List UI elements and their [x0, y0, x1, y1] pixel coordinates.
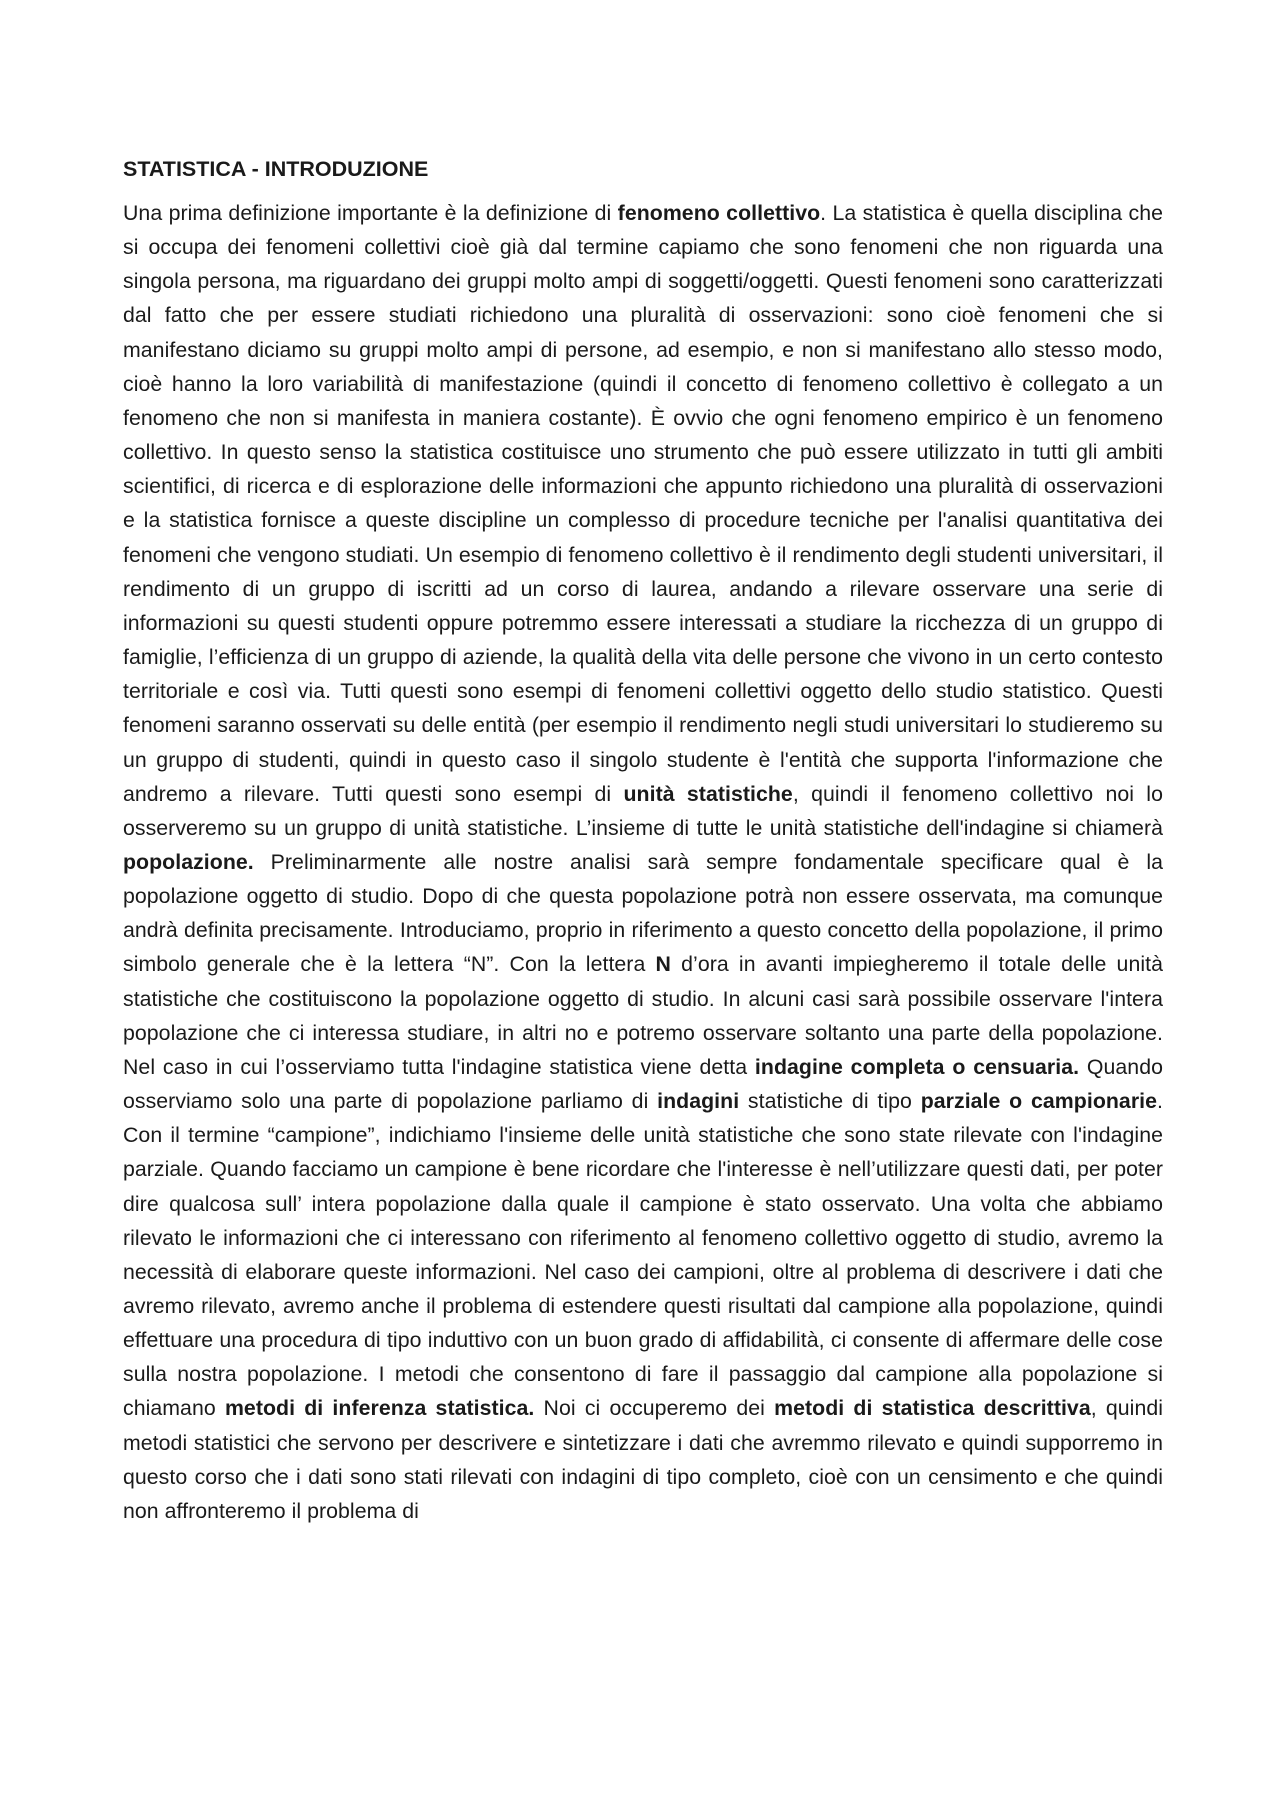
- text-run: Preliminarmente alle nostre analisi sarà sempre fondamentale specificare qual è la popolazione oggetto di studio. Dopo di che questa popolazione potrà non essere osservata, ma comunque andrà definita precisamente. Introduciamo, proprio in riferimento a questo concetto della popolazione, il primo simbolo generale che è la lettera “N”. Con la lettera: [123, 849, 1163, 977]
- term-parziale-campionarie: parziale o campionarie: [920, 1089, 1158, 1114]
- term-unita-statistiche: unità statistiche: [623, 781, 793, 806]
- text-run: d’ora in avanti impiegheremo il totale delle unità statistiche che costituiscono la popolazione oggetto di studio. In alcuni casi sarà possibile osservare l'intera popolazione che ci interessa studiare, in altri no e potremo osservare soltanto una parte della popolazione. Nel caso in cui l’osserviamo tutta l'indagine statistica viene detta: [123, 952, 1163, 1079]
- term-indagine-completa: indagine completa o censuaria.: [754, 1054, 1080, 1079]
- text-run: . Con il termine “campione”, indichiamo l'insieme delle unità statistiche che sono state rilevate con l'indagine parziale. Quando facciamo un campione è bene ricordare che l'interesse è nell’utilizzare questi dati, per poter dire qualcosa sull’ intera popolazione dalla quale il campione è stato osservato. Una volta che abbiamo rilevato le informazioni che ci interessano con riferimento al fenomeno collettivo oggetto di studio, avremo la necessità di elaborare queste informazioni. Nel caso dei campioni, oltre al problema di descrivere i dati che avremo rilevato, avremo anche il problema di estendere questi risultati dal campione alla popolazione, quindi effettuare una procedura di tipo induttivo con un buon grado di affidabilità, ci consente di affermare delle cose sulla nostra popolazione. I metodi che consentono di fare il passaggio dal campione alla popolazione si chiamano: [123, 1089, 1163, 1421]
- page-title: STATISTICA - INTRODUZIONE: [123, 157, 429, 181]
- text-run: , quindi metodi statistici che servono per descrivere e sintetizzare i dati che avremmo rilevato e quindi supporremo in questo corso che i dati sono stati rilevati con indagini di tipo completo, cioè con un censimento e che quindi non affronteremo il problema di: [123, 1396, 1164, 1523]
- term-statistica-descrittiva: metodi di statistica descrittiva: [774, 1396, 1091, 1421]
- document-page: [123, 152, 1163, 1528]
- term-n: N: [655, 952, 671, 977]
- term-indagini: indagini: [657, 1089, 740, 1114]
- body-paragraph: [123, 196, 1163, 1528]
- text-run: Quando osserviamo solo una parte di popolazione parliamo di: [123, 1054, 1163, 1114]
- term-fenomeno-collettivo: fenomeno collettivo: [617, 201, 821, 225]
- text-run: statistiche di tipo: [739, 1089, 921, 1114]
- term-inferenza-statistica: metodi di inferenza statistica.: [224, 1396, 535, 1421]
- text-run: . La statistica è quella disciplina che si occupa dei fenomeni collettivi cioè già dal termine capiamo che sono fenomeni che non riguarda una singola persona, ma riguardano dei gruppi molto ampi di soggetti/oggetti. Questi fenomeni sono caratterizzati dal fatto che per essere studiati richiedono una pluralità di osservazioni: sono cioè fenomeni che si manifestano diciamo su gruppi molto ampi di persone, ad esempio, e non si manifestano allo stesso modo, cioè hanno la loro variabilità di manifestazione (quindi il concetto di fenomeno collettivo è collegato a un fenomeno che non si manifesta in maniera costante). È ovvio che ogni fenomeno empirico è un fenomeno collettivo. In questo senso la statistica costituisce uno strumento che può essere utilizzato in tutti gli ambiti scientifici, di ricerca e di esplorazione delle informazioni che appunto richiedono una pluralità di osservazioni e la statistica fornisce a queste discipline un complesso di procedure tecniche per l'analisi quantitativa dei fenomeni che vengono studiati. Un esempio di fenomeno collettivo è il rendimento degli studenti universitari, il rendimento di un gruppo di iscritti ad un corso di laurea, andando a rilevare osservare una serie di informazioni su questi studenti oppure potremmo essere interessati a studiare la ricchezza di un gruppo di famiglie, l’efficienza di un gruppo di aziende, la qualità della vita delle persone che vivono in un certo contesto territoriale e così via. Tutti questi sono esempi di fenomeni collettivi oggetto dello studio statistico. Questi fenomeni saranno osservati su delle entità (per esempio il rendimento negli studi universitari lo studieremo su un gruppo di studenti, quindi in questo caso il singolo studente è l'entità che supporta l'informazione che andremo a rilevare. Tutti questi sono esempi di: [123, 201, 1164, 806]
- text-run: Noi ci occuperemo dei: [534, 1396, 775, 1421]
- term-popolazione: popolazione.: [123, 849, 254, 874]
- text-run: Una prima definizione importante è la definizione di: [123, 201, 618, 225]
- text-run: , quindi il fenomeno collettivo noi lo osserveremo su un gruppo di unità statistiche. L’insieme di tutte le unità statistiche dell'indagine si chiamerà: [123, 781, 1163, 840]
